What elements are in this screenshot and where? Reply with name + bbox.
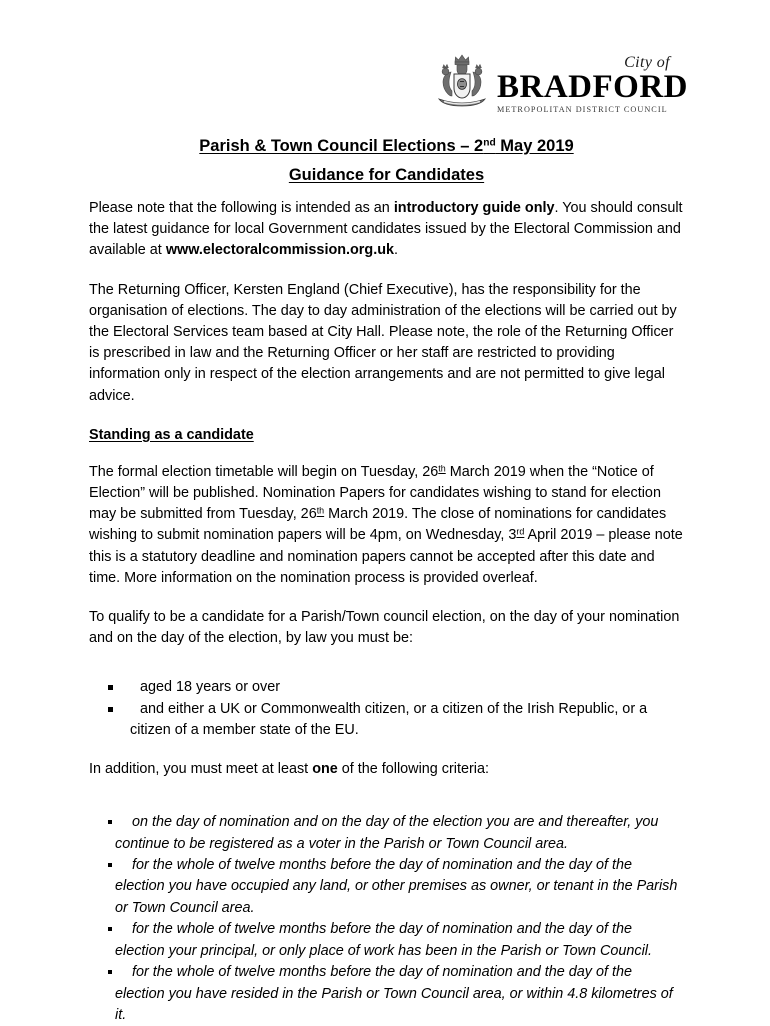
timetable-ordinal-1: th: [438, 463, 446, 474]
timetable-text-b: March 2019 when the “Notice of Election” will be published. Nomination Papers for candidates wishing to stand for election may be submitted from Tuesday, 26: [89, 463, 661, 523]
list-item-text: for the whole of twelve months before the day of nomination and the day of the election your principal, or only place of work has been in the Parish or Town Council.: [115, 921, 653, 959]
paragraph-returning-officer: The Returning Officer, Kersten England (Chief Executive), has the responsibility for the organisation of elections. The day to day administration of the elections will be carried out by the Electoral Services team based at City Hall. Please note, the role of the Returning Officer is prescribed in law and the Returning Officer or her staff are restricted to providing information only in respect of the election arrangements and are not permitted to give legal advice.: [89, 281, 677, 404]
intro-bold-guide-only: introductory guide only: [393, 200, 555, 216]
in-addition-text-b: of the following criteria:: [337, 761, 489, 778]
page-title-ordinal: nd: [483, 137, 496, 149]
criteria-spacer-top: [89, 798, 684, 812]
timetable-ordinal-3: rd: [516, 526, 525, 537]
timetable-ordinal-2: th: [316, 505, 325, 516]
list-item: [89, 962, 684, 1026]
timetable-text-c: March 2019. The close of nominations for candidates wishing to submit nomination papers will be 4pm, on Wednesday, 3: [89, 506, 667, 544]
page-title-part1: Parish & Town Council Elections – 2: [199, 137, 484, 155]
list-item: [89, 855, 684, 919]
coat-of-arms-icon: [433, 52, 491, 114]
list-item: [89, 812, 684, 855]
intro-text-c: .: [394, 242, 398, 259]
in-addition-bold-one: one: [312, 761, 338, 778]
list-item-text: and either a UK or Commonwealth citizen, or a citizen of the Irish Republic, or a citizen of a member state of the EU.: [130, 700, 648, 738]
bradford-council-logo: [433, 52, 688, 114]
list-item-text: on the day of nomination and on the day of the election you are and thereafter, you continue to be registered as a voter in the Parish or Town Council area.: [115, 814, 659, 852]
section-heading-standing-as-a-candidate: Standing as a candidate: [89, 426, 254, 443]
logo-wordmark: [497, 52, 688, 115]
list-spacer-top: [89, 667, 684, 677]
timetable-text-a: The formal election timetable will begin on Tuesday, 26: [89, 463, 439, 480]
paragraph-qualify: To qualify to be a candidate for a Parish/Town council election, on the day of your nomination and on the day of the election, by law you must be:: [89, 609, 680, 647]
intro-text-b: . You should consult the latest guidance for local Government candidates issued by the Electoral Commission and available at: [89, 200, 683, 259]
document-body: [89, 198, 684, 1026]
list-item-text: aged 18 years or over: [140, 679, 280, 696]
page-title: [89, 136, 684, 156]
list-item: [89, 699, 684, 741]
page-subtitle: [89, 165, 684, 185]
page-title-part2: May 2019: [495, 137, 574, 155]
criteria-list: [89, 812, 684, 1026]
list-item-text: for the whole of twelve months before the day of nomination and the day of the election you have resided in the Parish or Town Council area, or within 4.8 kilometres of it.: [115, 964, 673, 1023]
logo-bradford-text: BRADFORD: [497, 69, 688, 105]
list-item: [89, 919, 684, 962]
section-heading-wrapper: [89, 425, 684, 462]
paragraph-intro: [89, 198, 684, 262]
list-item: [89, 677, 684, 698]
in-addition-text-a: In addition, you must meet at least: [89, 761, 313, 778]
electoral-commission-url: www.electoralcommission.org.uk: [165, 242, 394, 259]
timetable-text-d: April 2019 – please note this is a statutory deadline and nomination papers cannot be accepted after this date and time. More information on the nomination process is provided overleaf.: [89, 527, 683, 586]
logo-city-of-text: City of: [624, 54, 670, 71]
qualification-list: [89, 677, 684, 741]
paragraph-in-addition: [89, 759, 684, 780]
logo-subtitle-text: METROPOLITAN DISTRICT COUNCIL: [497, 105, 668, 114]
paragraph-timetable: [89, 462, 684, 589]
intro-text-a: Please note that the following is intended as an: [89, 200, 394, 216]
page-subtitle-text: Guidance for Candidates: [288, 166, 485, 184]
list-item-text: for the whole of twelve months before the day of nomination and the day of the election you have occupied any land, or other premises as owner, or tenant in the Parish or Town Council area.: [115, 857, 678, 916]
